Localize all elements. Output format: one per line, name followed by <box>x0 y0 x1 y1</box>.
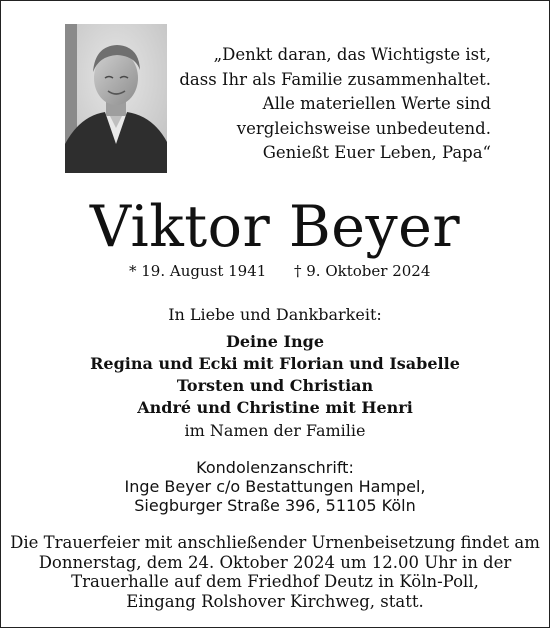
condolence-line: Kondolenzanschrift: <box>196 458 354 477</box>
ceremony-line: Eingang Rolshover Kirchweg, statt. <box>126 591 424 611</box>
ceremony-line: Die Trauerfeier mit anschließender Urnenbeisetzung findet am <box>10 533 540 552</box>
quote-line: vergleichsweise unbedeutend. <box>236 118 491 138</box>
quote-line: dass Ihr als Familie zusammenhaltet. <box>179 69 491 89</box>
quote-block <box>161 43 491 166</box>
mourners-list <box>1 331 549 419</box>
deceased-name: Viktor Beyer <box>89 194 461 260</box>
ceremony-line: Donnerstag, dem 24. Oktober 2024 um 12.00 Uhr in der <box>38 552 512 572</box>
mourners-intro: In Liebe und Dankbarkeit: <box>168 305 382 324</box>
quote-line: Alle materiellen Werte sind <box>262 94 491 114</box>
mourner-name: André und Christine mit Henri <box>137 398 413 417</box>
mourner-name: Torsten und Christian <box>176 376 374 395</box>
condolence-address <box>1 458 549 515</box>
on-behalf-line: im Namen der Familie <box>184 421 366 440</box>
quote-line: „Denkt daran, das Wichtigste ist, <box>213 45 491 64</box>
ceremony-details <box>1 533 549 611</box>
quote-line: Genießt Euer Leben, Papa“ <box>262 143 491 163</box>
condolence-line: Siegburger Straße 396, 51105 Köln <box>134 496 416 515</box>
condolence-line: Inge Beyer c/o Bestattungen Hampel, <box>124 477 426 496</box>
ceremony-line: Trauerhalle auf dem Friedhof Deutz in Köln-Poll, <box>71 572 479 591</box>
mourner-name: Deine Inge <box>226 332 324 351</box>
birth-date: * 19. August 1941 <box>129 262 267 280</box>
portrait-photo <box>65 24 167 173</box>
mourner-name: Regina und Ecki mit Florian und Isabelle <box>90 354 460 373</box>
death-date: † 9. Oktober 2024 <box>294 262 431 280</box>
